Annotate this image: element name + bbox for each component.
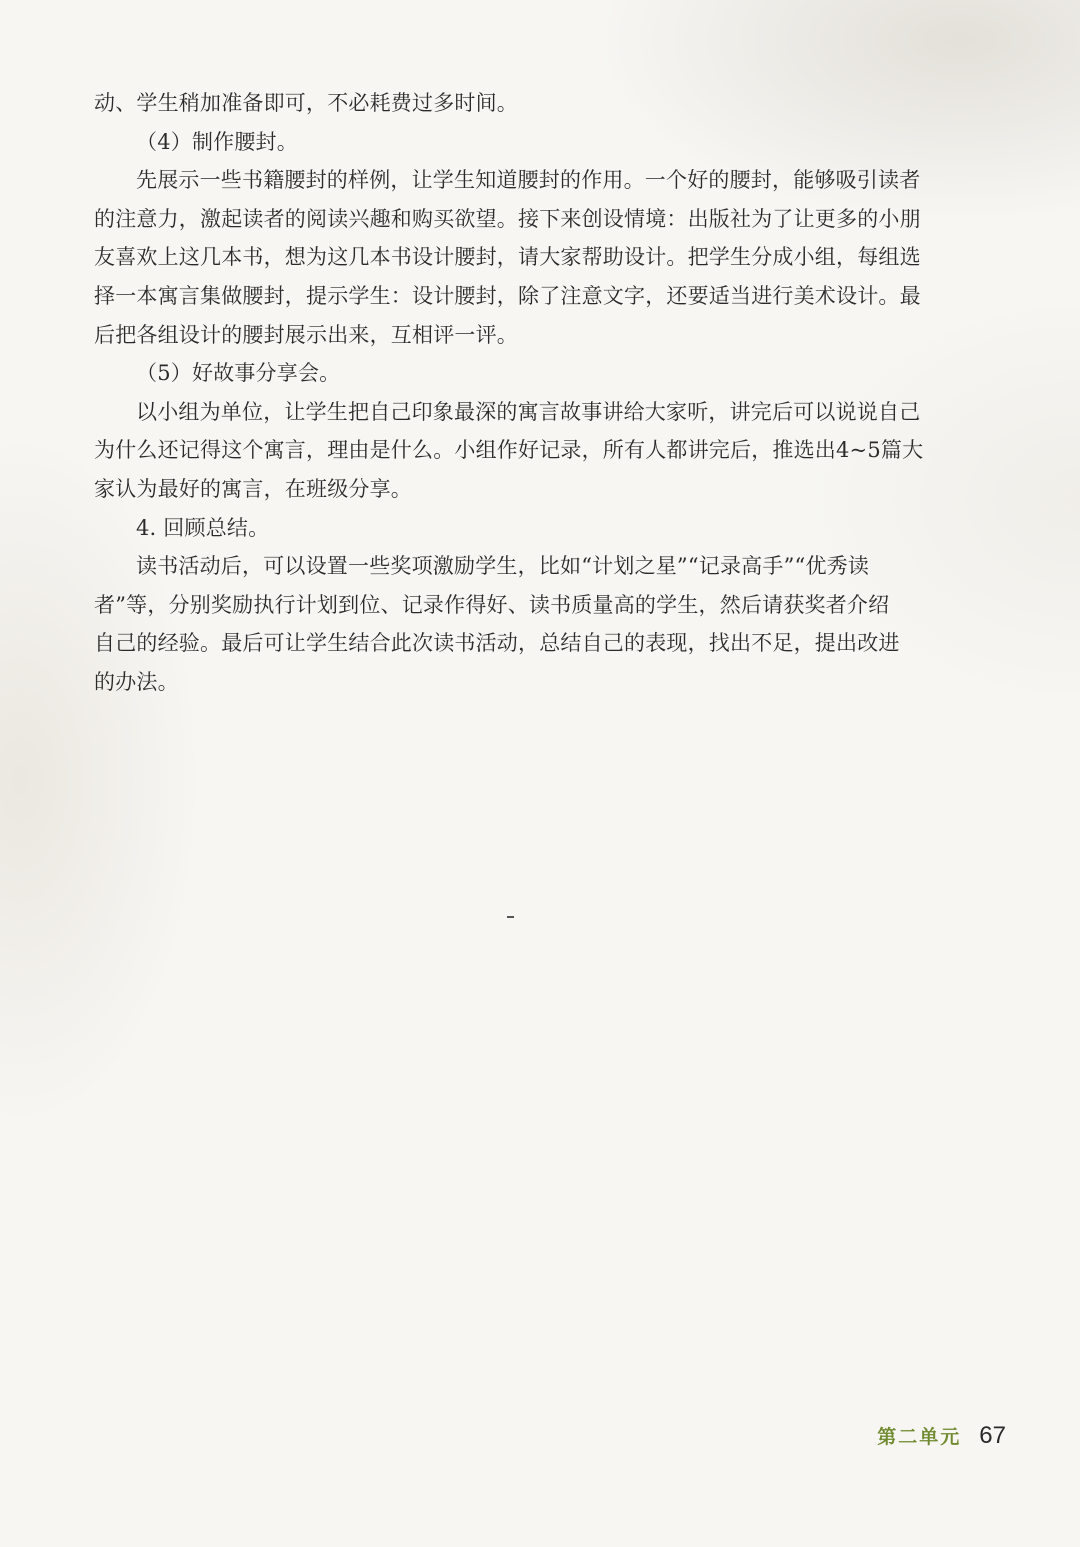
- unit-label: 第二单元: [877, 1426, 962, 1448]
- scan-speck: [507, 916, 514, 918]
- paragraph-line: 后把各组设计的腰封展示出来，互相评一评。: [94, 322, 518, 347]
- body-text: [94, 84, 994, 702]
- paragraph-line: 以小组为单位，让学生把自己印象最深的寓言故事讲给大家听，讲完后可以说说自己: [136, 399, 921, 424]
- page-number: 67: [979, 1422, 1006, 1449]
- section-heading-5: （5）好故事分享会。: [136, 361, 341, 386]
- paragraph-line: 的注意力，激起读者的阅读兴趣和购买欲望。接下来创设情境：出版社为了让更多的小朋: [94, 206, 921, 231]
- paragraph-line: 动、学生稍加准备即可，不必耗费过多时间。: [94, 91, 518, 115]
- section-heading-4: （4）制作腰封。: [136, 129, 298, 154]
- paragraph-line: 的办法。: [94, 669, 179, 694]
- paragraph-line: 自己的经验。最后可让学生结合此次读书活动，总结自己的表现，找出不足，提出改进: [94, 631, 900, 656]
- page-footer: [877, 1422, 1006, 1450]
- paragraph-line: 友喜欢上这几本书，想为这几本书设计腰封，请大家帮助设计。把学生分成小组，每组选: [94, 245, 921, 270]
- paragraph-line: 先展示一些书籍腰封的样例，让学生知道腰封的作用。一个好的腰封，能够吸引读者: [136, 168, 921, 193]
- paragraph-line: 择一本寓言集做腰封，提示学生：设计腰封，除了注意文字，还要适当进行美术设计。最: [94, 283, 921, 308]
- paragraph-line: 家认为最好的寓言，在班级分享。: [94, 476, 412, 501]
- paragraph-line: 读书活动后，可以设置一些奖项激励学生，比如“计划之星”“记录高手”“优秀读: [136, 554, 870, 579]
- paragraph-line: 者”等，分别奖励执行计划到位、记录作得好、读书质量高的学生，然后请获奖者介绍: [94, 592, 890, 617]
- section-heading-review: 4. 回顾总结。: [136, 515, 270, 540]
- paragraph-line: 为什么还记得这个寓言，理由是什么。小组作好记录，所有人都讲完后，推选出4~5篇大: [94, 438, 924, 463]
